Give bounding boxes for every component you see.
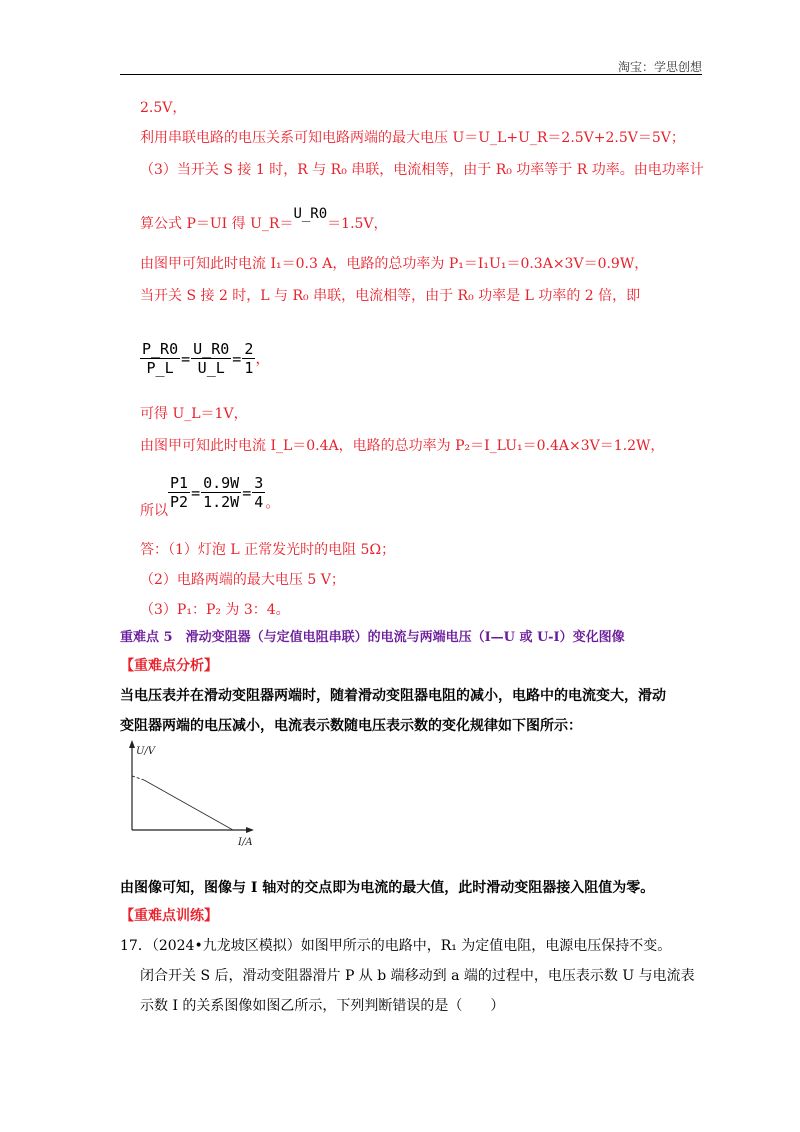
fraction-value: $\frac{2}{1}$ (244, 340, 254, 377)
question-17-line-1: 17．（2024•九龙坡区模拟）如图甲所示的电路中，R₁ 为定值电阻，电源电压保持不变。 (120, 938, 672, 954)
solution-line-4 (140, 206, 388, 234)
y-axis-arrow (129, 740, 135, 748)
answer-line-1: 答：（1）灯泡 L 正常发光时的电阻 5Ω； (140, 542, 396, 558)
header-text: 淘宝：学思创想 (617, 60, 702, 74)
training-heading: 【重难点训练】 (120, 908, 218, 924)
x-axis-label: I/A (238, 837, 253, 848)
u-i-graph (120, 740, 260, 852)
analysis-heading: 【重难点分析】 (120, 658, 218, 674)
conclusion-text: 由图像可知，图像与 I 轴对的交点即为电流的最大值，此时滑动变阻器接入阻值为零。 (120, 880, 655, 896)
y-axis-label: U/V (136, 746, 156, 757)
solution-line-4-prefix: 算公式 P＝UI 得 U_R＝ (140, 216, 294, 232)
solution-line-1: 2.5V， (140, 100, 187, 116)
x-axis-arrow (246, 827, 254, 833)
graph-dashed-segment (132, 776, 144, 780)
section-title: 重难点 5 滑动变阻器（与定值电阻串联）的电流与两端电压（I—U 或 U-I）变化图像 (120, 630, 625, 645)
solution-line-2: 利用串联电路的电压关系可知电路两端的最大电压 U＝U_L+U_R＝2.5V+2.5V＝5V； (140, 130, 685, 146)
solution-line-8: 由图甲可知此时电流 I_L＝0.4A，电路的总功率为 P₂＝I_LU₁＝0.4A×3V＝1.2W， (140, 438, 665, 454)
question-17-line-3: 示数 I 的关系图像如图乙所示，下列判断错误的是（ ） (140, 998, 505, 1014)
fraction-result: $\frac{3}{4}$ (254, 474, 264, 511)
graph-line (144, 780, 233, 830)
header-rule (120, 74, 702, 75)
ur0-symbol: U_R0 (293, 206, 328, 222)
fraction-power: $\frac{0.9W}{1.2W}$ (203, 474, 240, 511)
ratio-equation-1: $\frac{P\_R0}{P\_L}$ = $\frac{U\_R0}{U\_L}$ = $\frac{2}{1}$ ， (142, 340, 271, 377)
fraction-p1-p2: $\frac{P1}{P2}$ (170, 474, 189, 511)
answer-line-3: （3）P₁：P₂ 为 3：4。 (140, 602, 290, 618)
question-17-line-2: 闭合开关 S 后，滑动变阻器滑片 P 从 b 端移动到 a 端的过程中，电压表示数 U 与电流表 (140, 968, 695, 984)
solution-line-7: 可得 U_L＝1V， (140, 406, 248, 422)
solution-line-4-suffix: ＝1.5V， (327, 216, 388, 232)
answer-line-2: （2）电路两端的最大电压 5 V； (140, 572, 345, 588)
ratio-equation-2: 所以 $\frac{P1}{P2}$ = $\frac{0.9W}{1.2W}$ = $\frac{3}{4}$ 。 (140, 474, 281, 519)
solution-line-6: 当开关 S 接 2 时，L 与 R₀ 串联，电流相等，由于 R₀ 功率是 L 功率的 2 倍，即 (140, 288, 641, 304)
fraction-p: $\frac{P\_R0}{P\_L}$ (142, 340, 179, 377)
solution-line-3: （3）当开关 S 接 1 时，R 与 R₀ 串联，电流相等，由于 R₀ 功率等于 R 功率。由电功率计 (140, 162, 704, 178)
analysis-paragraph-2: 变阻器两端的电压减小，电流表示数随电压表示数的变化规律如下图所示： (120, 718, 582, 734)
solution-line-5: 由图甲可知此时电流 I₁＝0.3 A，电路的总功率为 P₁＝I₁U₁＝0.3A×3V＝0.9W， (140, 256, 649, 272)
analysis-paragraph-1: 当电压表并在滑动变阻器两端时，随着滑动变阻器电阻的减小，电路中的电流变大，滑动 (120, 688, 666, 704)
fraction-u: $\frac{U\_R0}{U\_L}$ (193, 340, 230, 377)
